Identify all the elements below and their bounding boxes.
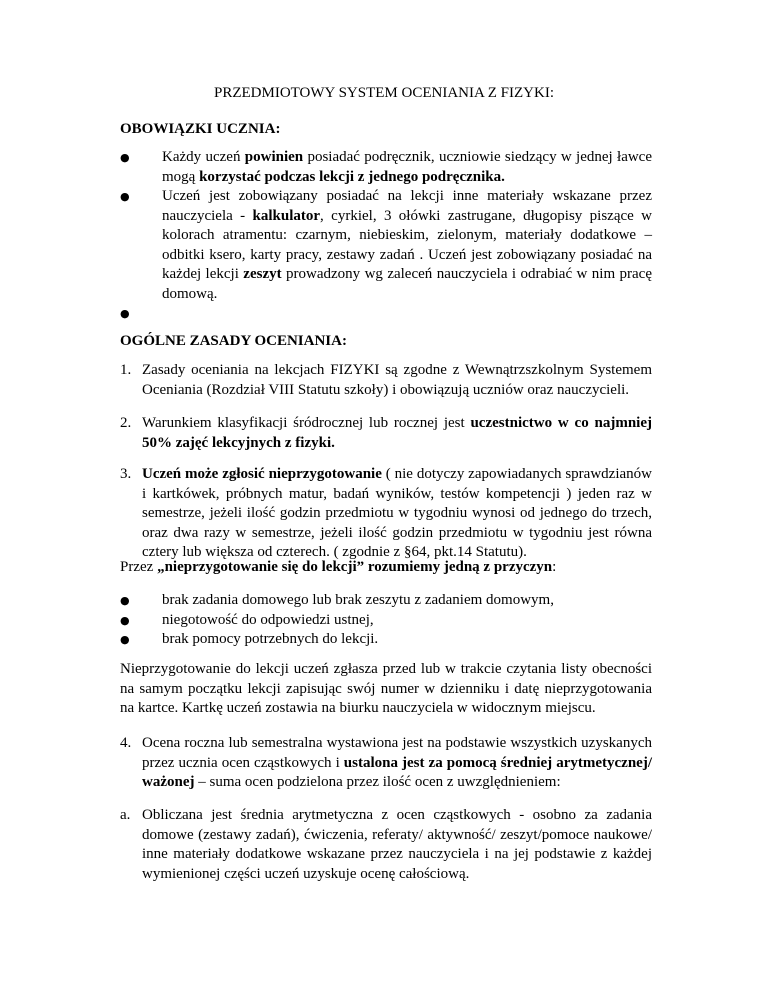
list-item: ● Każdy uczeń powinien posiadać podręcznik, uczniowie siedzący w jednej ławce mogą korzystać podczas lekcji z jednego podręcznika. <box>120 149 652 185</box>
list-item: 4. Ocena roczna lub semestralna wystawiona jest na podstawie wszystkich uzyskanych przez ucznia ocen cząstkowych i ustalona jest za pomocą średniej arytmetycznej/ ważonej – suma ocen podzielona przez ilość ocen z uwzględnieniem: <box>120 735 652 790</box>
przyczyny-list <box>120 591 652 650</box>
nieprzygotowanie-paragraph: Nieprzygotowanie do lekcji uczeń zgłasza przed lub w trakcie czytania listy obecności na samym początku lekcji zapisując swój numer w dzienniku i datę nieprzygotowania na kartce. Kartkę uczeń zostawia na biurku nauczyciela w widocznym miejscu. <box>120 661 652 716</box>
zasady-item-1 <box>120 361 652 400</box>
bullet-dot-icon: ● <box>120 151 130 164</box>
list-item: ● Uczeń jest zobowiązany posiadać na lekcji inne materiały wskazane przez nauczyciela - kalkulator, cyrkiel, 3 ołówki zastrugane, długopisy piszące w kolorach atramentu: czarnym, niebieskim, zielonym, materiały dodatkowe – odbitki ksero, karty pracy, zestawy zadań . Uczeń jest zobowiązany posiadać na każdej lekcji zeszyt prowadzony wg zaleceń nauczyciela i odrabiać w nim pracę domową. <box>120 188 652 302</box>
obowiazki-list <box>120 148 652 324</box>
bullet-dot-icon: ● <box>120 307 130 320</box>
przez-line: Przez „nieprzygotowanie się do lekcji” rozumiemy jedną z przyczyn: <box>120 559 557 575</box>
heading-obowiazki: OBOWIĄZKI UCZNIA: <box>120 121 281 137</box>
list-item: 1. Zasady oceniania na lekcjach FIZYKI są zgodne z Wewnątrzszkolnym Systemem Oceniania (Rozdział VIII Statutu szkoły) i obowiązują uczniów oraz nauczycieli. <box>120 362 652 398</box>
list-item: 2. Warunkiem klasyfikacji śródrocznej lub rocznej jest uczestnictwo w co najmniej 50% zajęć lekcyjnych z fizyki. <box>120 415 652 451</box>
list-item <box>120 304 652 324</box>
zasady-item-a <box>120 806 652 884</box>
bullet-dot-icon: ● <box>120 190 130 203</box>
bullet-dot-icon: ● <box>120 633 130 646</box>
zasady-item-4 <box>120 734 652 793</box>
heading-zasady: OGÓLNE ZASADY OCENIANIA: <box>120 333 347 349</box>
list-item: 3. Uczeń może zgłosić nieprzygotowanie ( nie dotyczy zapowiadanych sprawdzianów i kartkówek, próbnych matur, badań wyników, testów kompetencji ) jeden raz w semestrze, jeżeli ilość godzin przedmiotu w tygodniu wynosi od jednego do trzech, oraz dwa razy w semestrze, jeżeli ilość godzin przedmiotu w tygodniu jest równa cztery lub większa od czterech. ( zgodnie z §64, pkt.14 Statutu). <box>120 466 652 560</box>
page-title: PRZEDMIOTOWY SYSTEM OCENIANIA Z FIZYKI: <box>214 85 554 101</box>
list-item: a. Obliczana jest średnia arytmetyczna z ocen cząstkowych - osobno za zadania domowe (zestawy zadań), ćwiczenia, referaty/ aktywność/ zeszyt/pomoce naukowe/ inne materiały dodatkowe wskazane przez nauczyciela i na jej podstawie z każdej wymienionej części uczeń uzyskuje ocenę całościową. <box>120 807 652 882</box>
list-item: ● brak zadania domowego lub brak zeszytu z zadaniem domowym, <box>120 591 652 611</box>
bullet-dot-icon: ● <box>120 613 130 627</box>
zasady-item-3 <box>120 465 652 563</box>
list-item: ● niegotowość do odpowiedzi ustnej, <box>120 611 652 631</box>
list-item: ● brak pomocy potrzebnych do lekcji. <box>120 630 652 650</box>
bullet-dot-icon: ● <box>120 594 130 607</box>
zasady-item-2 <box>120 414 652 453</box>
